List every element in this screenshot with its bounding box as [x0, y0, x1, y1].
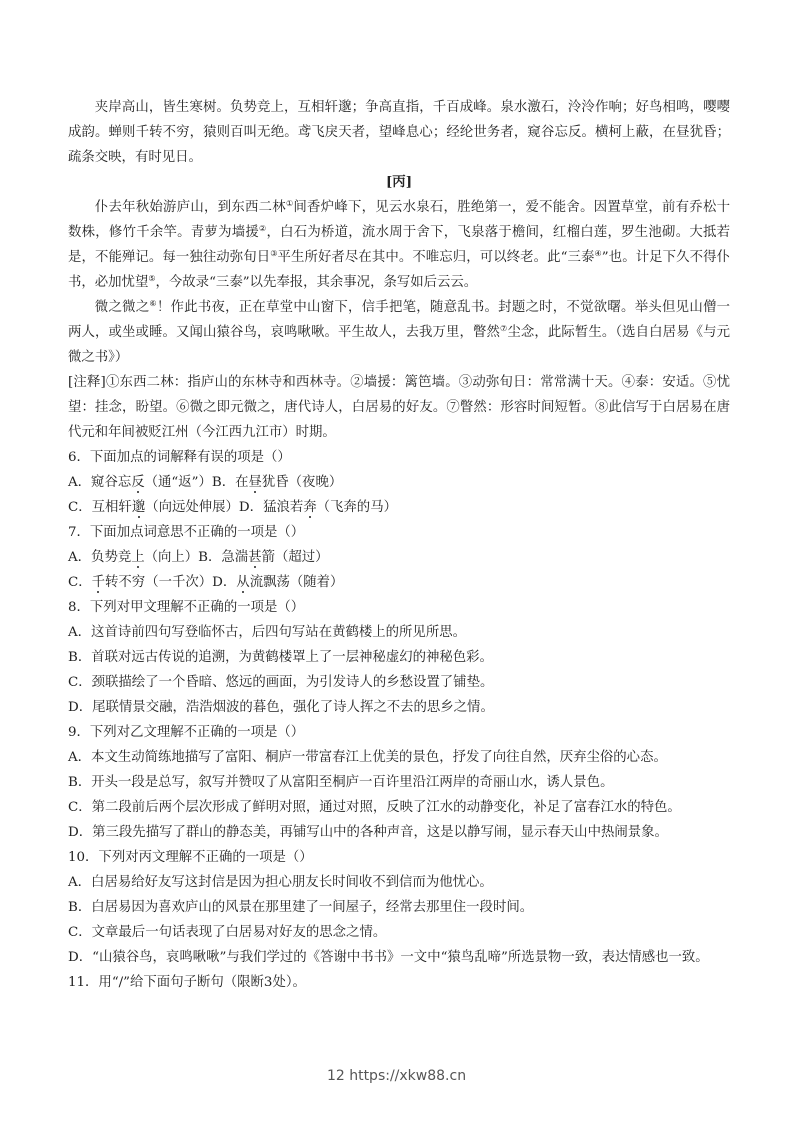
question-8-option-a: A．这首诗前四句写登临怀古，后四句写站在黄鹤楼上的所见所思。 — [68, 625, 466, 640]
dotted-word: 千 — [91, 575, 106, 590]
question-9-stem: 9．下列对乙文理解不正确的一项是（） — [68, 725, 305, 740]
question-10-stem: 10．下列对丙文理解不正确的一项是（） — [68, 850, 313, 865]
text: A．负势竞 — [68, 550, 132, 565]
text: C．互相轩 — [68, 500, 132, 515]
text: （通“返”）B．在 — [144, 475, 249, 490]
question-10-option-a: A．白居易给好友写这封信是因为担心朋友长时间收不到信而为他忧心。 — [68, 875, 493, 890]
question-7-options-cd — [68, 570, 730, 595]
passage-bing-para1 — [68, 195, 730, 295]
text: 流飘荡（随着） — [249, 575, 344, 590]
question-6-stem: 6．下面加点的词解释有误的项是（） — [68, 450, 291, 465]
question-8-stem: 8．下列对甲文理解不正确的一项是（） — [68, 600, 305, 615]
text: ，今故录“三泰”以先奉报，其余事况，条写如后云云。 — [155, 275, 478, 290]
footnote-marker: ④ — [594, 249, 602, 258]
text: （向远处伸展）D．猛浪若 — [145, 500, 304, 515]
text: ，白石为桥道，流水周于舍下，飞泉落于檐间，红榴白莲，罗生池砌。大抵若是，不能殚记。每一独往动弥旬日 — [68, 225, 731, 265]
text: 犹昏（夜晚） — [261, 475, 343, 490]
question-9-option-d: D．第三段先描写了群山的静态美，再铺写山中的各种声音，这是以静写闹，显示春天山中热闹景象。 — [68, 825, 668, 840]
text: 平生所好者尽在其中。不唯忘归，可以终老。此“三泰 — [277, 250, 595, 265]
dotted-word: 昼 — [248, 475, 262, 490]
question-6-options-cd — [68, 495, 730, 520]
passage-bing-title: [丙] — [385, 174, 413, 190]
text: 间香炉峰下，见云水泉石，胜绝第一，爱不能舍。因置草堂，前有乔松十数株，修竹千余竿。青萝为墙援 — [68, 200, 731, 240]
dotted-word: 邈 — [131, 500, 146, 515]
page-footer: 12 https://xkw88.cn — [326, 1068, 467, 1084]
text: 微之微之 — [94, 300, 150, 315]
question-10-option-d: D．“山猿谷鸟，哀鸣啾啾”与我们学过的《答谢中书书》一文中“猿鸟乱啼”所选景物一致，表达情感也一致。 — [68, 950, 709, 965]
footnote-marker: ⑦ — [500, 324, 508, 333]
footnote-marker: ③ — [270, 249, 278, 258]
text: 转不穷（一千次）D． — [105, 575, 237, 590]
passage-bing-notes: [注释]①东西二林：指庐山的东林寺和西林寺。②墙援：篱笆墙。③动弥旬日：常常满十天。④泰：安适。⑤忧望：挂念，盼望。⑥微之即元微之，唐代诗人，白居易的好友。⑦瞥然：形容时间短暂。⑧此信写于白居易在唐代元和年间被贬江州（今江西九江市）时期。 — [68, 375, 730, 440]
text: （向上）B．急湍 — [144, 550, 249, 565]
footnote-marker: ② — [259, 224, 267, 233]
question-11-stem: 11．用“/”给下面句子断句（限断3处）。 — [68, 975, 306, 990]
question-10-option-c: C．文章最后一句话表现了白居易对好友的思念之情。 — [68, 925, 387, 940]
dotted-word: 上 — [131, 550, 145, 565]
text: 仆去年秋始游庐山，到东西二林 — [94, 200, 286, 215]
footnote-marker: ⑤ — [148, 274, 156, 283]
question-7-options-ab — [68, 545, 730, 570]
question-6-options-ab — [68, 470, 730, 495]
question-7-stem: 7．下面加点词意思不正确的一项是（） — [68, 525, 305, 540]
question-9-option-c: C．第二段前后两个层次形成了鲜明对照，通过对照，反映了江水的动静变化，补足了富春江水的特色。 — [68, 800, 681, 815]
question-8-option-c: C．颈联描绘了一个昏暗、悠远的画面，为引发诗人的乡愁设置了铺垫。 — [68, 675, 494, 690]
footnote-marker: ⑥ — [149, 299, 157, 308]
footnote-marker: ① — [285, 199, 294, 208]
text: ”也。计足下久不得仆书，必加忧望 — [68, 250, 730, 290]
text: 箭（超过） — [261, 550, 329, 565]
text: 尘念，此际暂生。（选自白居易《与元微之书》） — [68, 325, 731, 365]
text: A．窥谷忘 — [68, 475, 132, 490]
text: ！作此书夜，正在草堂中山窗下，信手把笔，随意乱书。封题之时，不觉欲曙。举头但见山僧一两人，或坐或睡。又闻山猿谷鸟，哀鸣啾啾。平生故人，去我万里，瞥然 — [68, 300, 731, 340]
passage-bing-para2 — [68, 295, 730, 370]
question-10-option-b: B．白居易因为喜欢庐山的风景在那里建了一间屋子，经常去那里住一段时间。 — [68, 900, 534, 915]
dotted-word: 反 — [131, 475, 145, 490]
text: （飞奔的马） — [316, 500, 397, 515]
dotted-word: 从 — [236, 575, 250, 590]
dotted-word: 奔 — [303, 500, 317, 515]
question-8-option-d: D．尾联情景交融，浩浩烟波的暮色，强化了诗人挥之不去的思乡之情。 — [68, 700, 494, 715]
question-9-option-a: A．本文生动简练地描写了富阳、桐庐一带富春江上优美的景色，抒发了向往自然，厌弃尘俗的心态。 — [68, 750, 667, 765]
dotted-word: 甚 — [248, 550, 262, 565]
passage-yi-tail: 夹岸高山，皆生寒树。负势竞上，互相轩邈；争高直指，千百成峰。泉水激石，泠泠作响；好鸟相鸣，嘤嘤成韵。蝉则千转不穷，猿则百叫无绝。鸢飞戾天者，望峰息心；经纶世务者，窥谷忘反。横柯上蔽，在昼犹昏；疏条交映，有时见日。 — [68, 100, 730, 165]
document-page — [68, 95, 730, 995]
text: C． — [68, 575, 92, 590]
question-9-option-b: B．开头一段是总写，叙写并赞叹了从富阳至桐庐一百许里沿江两岸的奇丽山水，诱人景色。 — [68, 775, 614, 790]
question-8-option-b: B．首联对远古传说的追溯，为黄鹤楼罩上了一层神秘虚幻的神秘色彩。 — [68, 650, 493, 665]
